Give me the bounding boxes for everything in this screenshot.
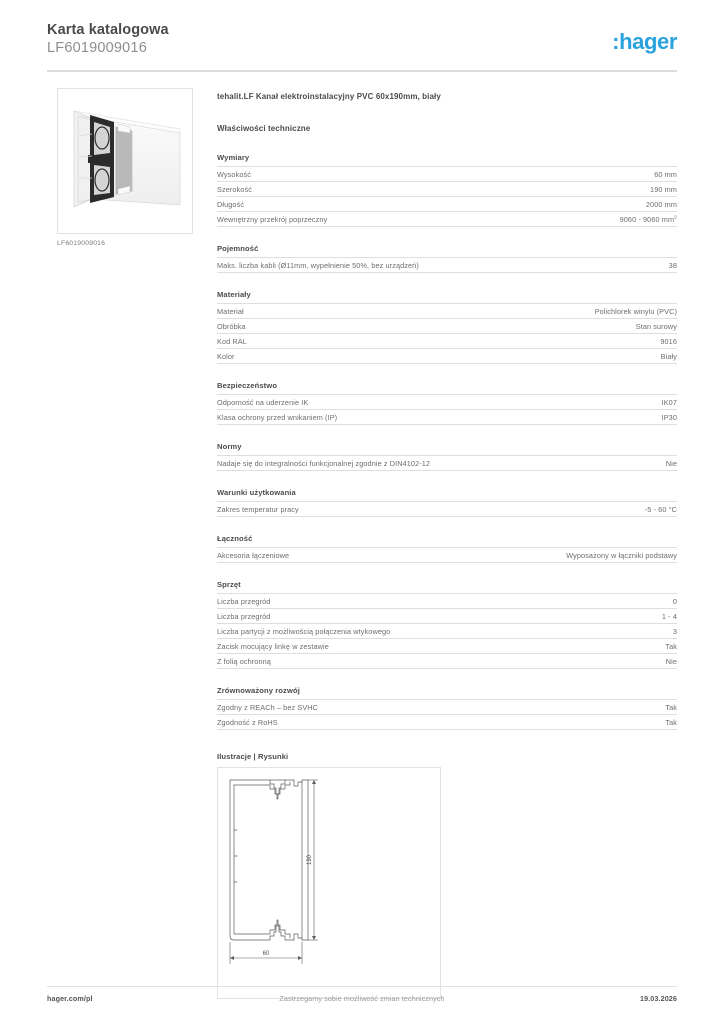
page-header	[47, 22, 677, 70]
page-footer	[47, 994, 677, 1010]
spec-label: Z folią ochronną	[217, 654, 502, 669]
spec-value: Wyposażony w łączniki podstawy	[502, 548, 677, 563]
table-row	[217, 624, 677, 639]
hager-logo: :hager	[612, 29, 677, 54]
product-name: tehalit.LF Kanał elektroinstalacyjny PVC 60x190mm, biały	[217, 92, 441, 101]
spec-group	[217, 442, 677, 471]
spec-label: Zgodny z REACh – bez SVHC	[217, 700, 502, 715]
table-row	[217, 395, 677, 410]
spec-label: Zacisk mocujący linkę w zestawie	[217, 639, 502, 654]
spec-group-title: Warunki użytkowania	[217, 488, 296, 497]
spec-table	[217, 455, 677, 471]
group-spacer	[217, 425, 677, 442]
spec-label: Wysokość	[217, 167, 502, 182]
spec-value: Tak	[502, 639, 677, 654]
spec-group-title: Zrównoważony rozwój	[217, 686, 300, 695]
spec-value: Tak	[502, 700, 677, 715]
spec-value: Tak	[502, 715, 677, 730]
cross-section-drawing	[218, 768, 440, 998]
group-spacer	[217, 471, 677, 488]
table-row	[217, 502, 677, 517]
spec-label: Obróbka	[217, 319, 502, 334]
spec-value: Polichlorek winylu (PVC)	[502, 304, 677, 319]
spec-label: Długość	[217, 197, 502, 212]
spec-table	[217, 547, 677, 563]
footer-website-link[interactable]: hager.com/pl	[47, 994, 93, 1003]
table-row	[217, 654, 677, 669]
table-row	[217, 609, 677, 624]
spec-value: -5 - 60 °C	[502, 502, 677, 517]
spec-table	[217, 699, 677, 730]
spec-label: Szerokość	[217, 182, 502, 197]
group-spacer	[217, 227, 677, 244]
spec-value: Nie	[502, 654, 677, 669]
spec-label: Zakres temperatur pracy	[217, 502, 502, 517]
spec-group	[217, 534, 677, 563]
table-row	[217, 715, 677, 730]
drawing-dim-width-label: 60	[262, 951, 270, 957]
technical-drawing	[217, 767, 441, 999]
table-row	[217, 456, 677, 471]
table-row	[217, 410, 677, 425]
spec-label: Odporność na uderzenie IK	[217, 395, 502, 410]
spec-label: Kod RAL	[217, 334, 502, 349]
table-row	[217, 349, 677, 364]
spec-group	[217, 686, 677, 730]
table-row	[217, 182, 677, 197]
spec-groups	[217, 153, 677, 730]
spec-group	[217, 244, 677, 273]
group-spacer	[217, 517, 677, 534]
spec-label: Liczba przegród	[217, 594, 502, 609]
footer-divider	[47, 986, 677, 987]
spec-value: Stan surowy	[502, 319, 677, 334]
spec-group-title: Wymiary	[217, 153, 250, 162]
spec-table	[217, 303, 677, 364]
spec-table	[217, 166, 677, 227]
spec-group	[217, 488, 677, 517]
table-row	[217, 594, 677, 609]
main-content	[217, 92, 677, 999]
spec-group-title: Pojemność	[217, 244, 259, 253]
footer-date: 19.03.2026	[640, 994, 677, 1003]
spec-value: 3	[502, 624, 677, 639]
spec-value: 9060 - 9060 $mm^2$	[502, 212, 677, 227]
spec-label: Nadaje się do integralności funkcjonalnej zgodnie z DIN4102-12	[217, 456, 502, 471]
spec-value: IK07	[502, 395, 677, 410]
product-figure	[57, 88, 193, 247]
spec-label: Liczba przegród	[217, 609, 502, 624]
spec-label: Materiał	[217, 304, 502, 319]
spec-group	[217, 290, 677, 364]
group-spacer	[217, 273, 677, 290]
technical-properties-heading: Właściwości techniczne	[217, 124, 311, 133]
spec-label: Maks. liczba kabli (Ø11mm, wypełnienie 50%, bez urządzeń)	[217, 258, 502, 273]
spec-value: IP30	[502, 410, 677, 425]
table-row	[217, 258, 677, 273]
table-row	[217, 334, 677, 349]
table-row	[217, 304, 677, 319]
spec-table	[217, 501, 677, 517]
spec-group	[217, 153, 677, 227]
spec-label: Liczba partycji z możliwością połączenia wtykowego	[217, 624, 502, 639]
table-row	[217, 639, 677, 654]
table-row	[217, 167, 677, 182]
group-spacer	[217, 364, 677, 381]
spec-group-title: Sprzęt	[217, 580, 241, 589]
spec-group-title: Normy	[217, 442, 242, 451]
table-row	[217, 212, 677, 227]
spec-value: 1 - 4	[502, 609, 677, 624]
spec-table	[217, 394, 677, 425]
page-title: Karta katalogowa	[47, 22, 169, 38]
document-reference: LF6019009016	[47, 40, 147, 56]
spec-table	[217, 257, 677, 273]
spec-label: Klasa ochrony przed wnikaniem (IP)	[217, 410, 502, 425]
spec-value: 0	[502, 594, 677, 609]
spec-label: Kolor	[217, 349, 502, 364]
spec-value: 190 mm	[502, 182, 677, 197]
spec-value: 60 mm	[502, 167, 677, 182]
spec-group-title: Materiały	[217, 290, 251, 299]
spec-value: 38	[502, 258, 677, 273]
product-photo-illustration	[58, 89, 193, 234]
spec-label: Zgodność z RoHS	[217, 715, 502, 730]
footer-disclaimer: Zastrzegamy sobie możliwość zmian technicznych	[279, 994, 445, 1003]
table-row	[217, 319, 677, 334]
product-image	[57, 88, 193, 234]
group-spacer	[217, 669, 677, 686]
spec-table	[217, 593, 677, 669]
illustrations-heading: Ilustracje | Rysunki	[217, 752, 289, 761]
spec-group	[217, 381, 677, 425]
spec-value: Biały	[502, 349, 677, 364]
header-divider	[47, 70, 677, 72]
group-spacer	[217, 563, 677, 580]
spec-group-title: Bezpieczeństwo	[217, 381, 278, 390]
drawing-dim-height-label: 190	[307, 854, 313, 866]
spec-label: Wewnętrzny przekrój poprzeczny	[217, 212, 502, 227]
spec-group	[217, 580, 677, 669]
table-row	[217, 700, 677, 715]
spec-value: 2000 mm	[502, 197, 677, 212]
table-row	[217, 548, 677, 563]
spec-value: 9016	[502, 334, 677, 349]
spec-value: Nie	[502, 456, 677, 471]
spec-label: Akcesoria łączeniowe	[217, 548, 502, 563]
spec-group-title: Łączność	[217, 534, 253, 543]
table-row	[217, 197, 677, 212]
product-image-caption: LF6019009016	[57, 240, 106, 247]
